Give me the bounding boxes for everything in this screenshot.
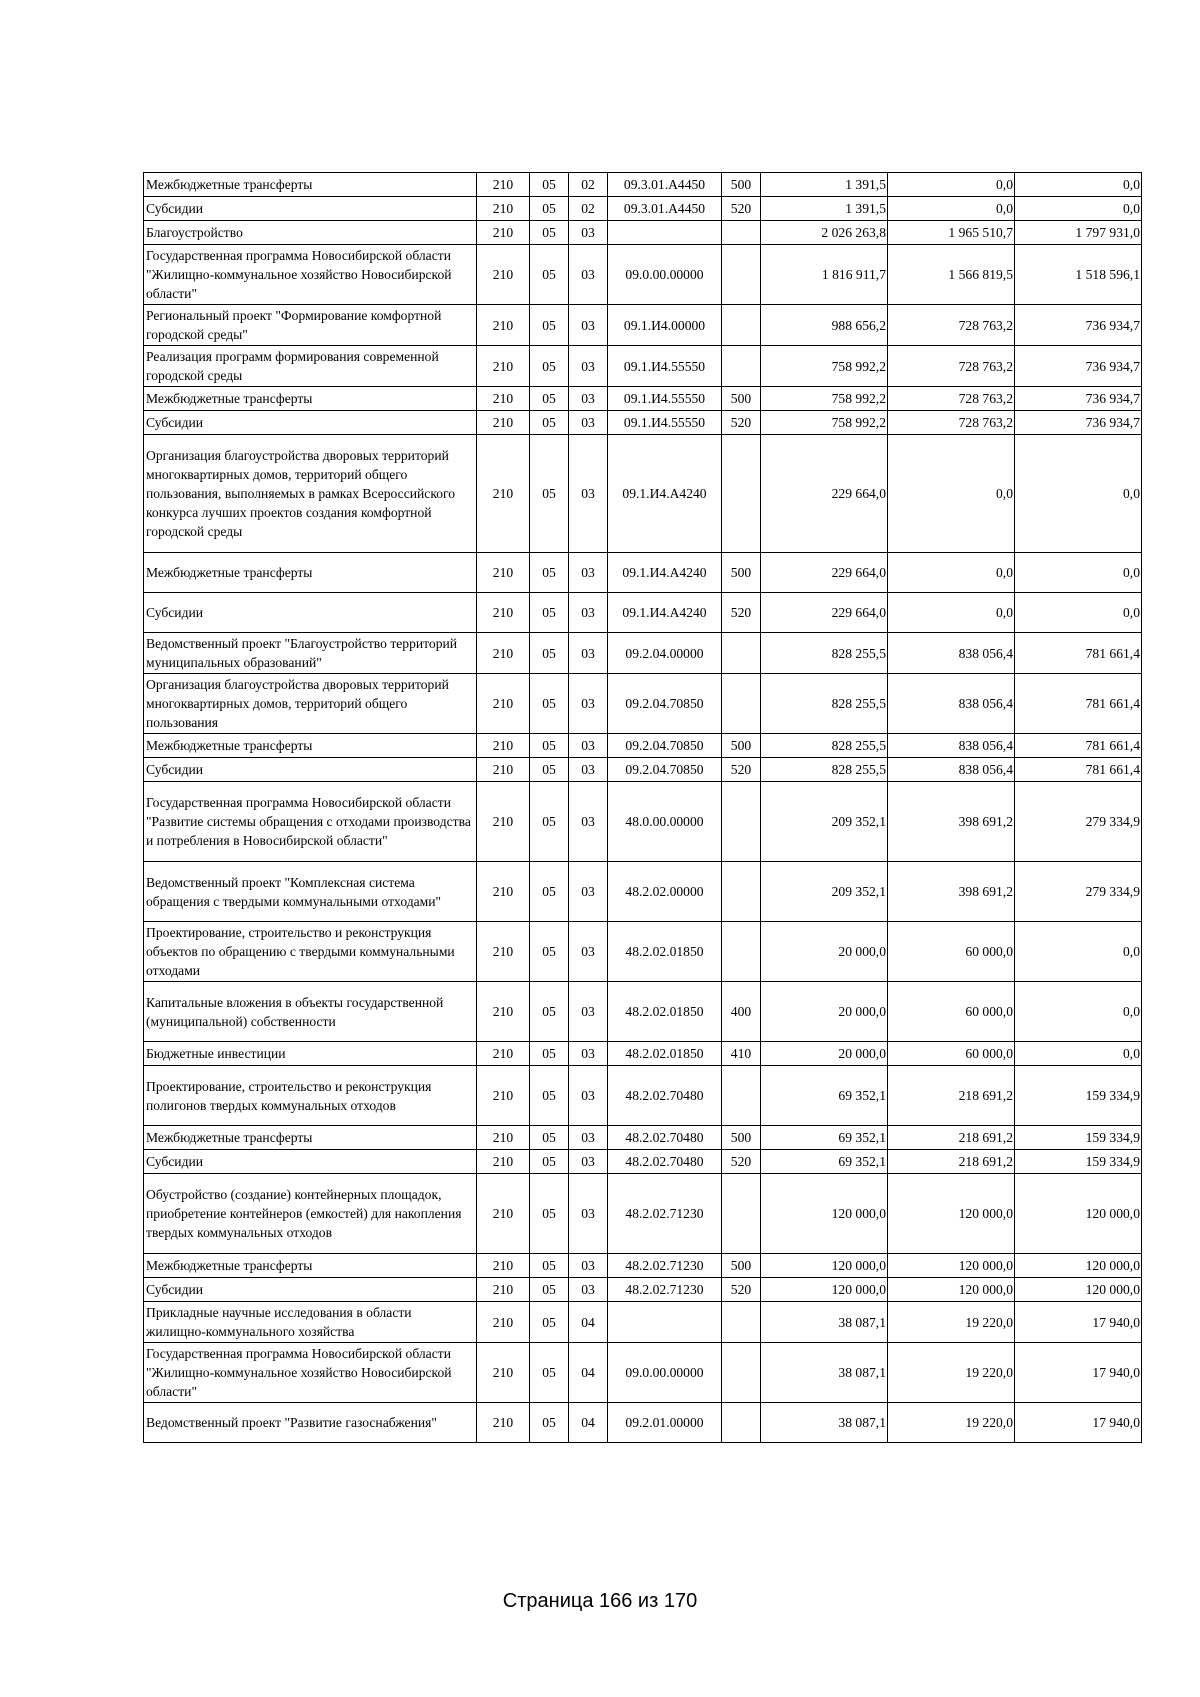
cell-code-vr: 520 [722,1150,761,1174]
cell-amount-2: 218 691,2 [888,1066,1015,1126]
cell-code-csr: 09.2.04.00000 [608,633,722,674]
cell-code-csr: 09.1.И4.A4240 [608,593,722,633]
table-row [144,782,1142,862]
cell-code-vr: 520 [722,197,761,221]
cell-amount-1: 1 816 911,7 [761,245,888,305]
cell-code-csr: 09.1.И4.55550 [608,411,722,435]
cell-code-vr: 500 [722,173,761,197]
cell-amount-3: 736 934,7 [1015,387,1142,411]
cell-amount-1: 1 391,5 [761,173,888,197]
cell-code-glava: 210 [477,758,530,782]
cell-code-vr [722,922,761,982]
table-row [144,1254,1142,1278]
cell-name: Благоустройство [144,221,477,245]
cell-amount-3: 17 940,0 [1015,1343,1142,1403]
cell-name: Проектирование, строительство и реконструкция объектов по обращению с твердыми коммунальными отходами [144,922,477,982]
table-row [144,1150,1142,1174]
table-row [144,1302,1142,1343]
cell-amount-2: 1 566 819,5 [888,245,1015,305]
cell-amount-3: 736 934,7 [1015,346,1142,387]
cell-amount-2: 728 763,2 [888,305,1015,346]
cell-code-vr [722,862,761,922]
cell-code-podrazdel: 03 [569,922,608,982]
cell-amount-2: 728 763,2 [888,411,1015,435]
table-row [144,1126,1142,1150]
cell-code-vr: 500 [722,1126,761,1150]
cell-code-razdel: 05 [530,1066,569,1126]
cell-amount-3: 120 000,0 [1015,1254,1142,1278]
cell-code-csr: 09.1.И4.55550 [608,346,722,387]
table-row [144,346,1142,387]
cell-code-razdel: 05 [530,1403,569,1443]
table-row [144,862,1142,922]
cell-code-podrazdel: 02 [569,173,608,197]
cell-code-vr: 520 [722,411,761,435]
cell-code-glava: 210 [477,862,530,922]
cell-code-csr: 48.2.02.71230 [608,1254,722,1278]
cell-name: Межбюджетные трансферты [144,387,477,411]
cell-code-podrazdel: 03 [569,674,608,734]
cell-code-glava: 210 [477,1254,530,1278]
cell-code-glava: 210 [477,411,530,435]
cell-name: Обустройство (создание) контейнерных площадок, приобретение контейнеров (емкостей) для накопления твердых коммунальных отходов [144,1174,477,1254]
cell-code-csr: 48.2.02.01850 [608,982,722,1042]
table-row [144,1278,1142,1302]
cell-code-podrazdel: 03 [569,593,608,633]
cell-code-csr: 09.0.00.00000 [608,1343,722,1403]
cell-code-csr: 09.3.01.A4450 [608,197,722,221]
budget-table [143,172,1142,1443]
cell-code-vr [722,435,761,553]
cell-code-podrazdel: 03 [569,1150,608,1174]
cell-code-vr: 400 [722,982,761,1042]
cell-name: Субсидии [144,411,477,435]
cell-code-vr: 500 [722,553,761,593]
cell-code-vr: 410 [722,1042,761,1066]
cell-code-razdel: 05 [530,245,569,305]
cell-code-vr: 500 [722,387,761,411]
cell-code-glava: 210 [477,734,530,758]
cell-code-razdel: 05 [530,411,569,435]
cell-code-razdel: 05 [530,1254,569,1278]
page-number: Страница 166 из 170 [502,1590,698,1612]
cell-code-vr [722,633,761,674]
cell-code-csr: 48.2.02.70480 [608,1150,722,1174]
cell-amount-2: 838 056,4 [888,674,1015,734]
cell-code-podrazdel: 03 [569,734,608,758]
cell-amount-1: 69 352,1 [761,1150,888,1174]
cell-amount-1: 38 087,1 [761,1343,888,1403]
cell-amount-2: 728 763,2 [888,387,1015,411]
cell-amount-3: 17 940,0 [1015,1302,1142,1343]
cell-code-vr [722,1302,761,1343]
cell-code-razdel: 05 [530,305,569,346]
cell-code-podrazdel: 03 [569,346,608,387]
cell-amount-3: 1 797 931,0 [1015,221,1142,245]
cell-code-csr: 09.1.И4.A4240 [608,435,722,553]
cell-code-podrazdel: 03 [569,1254,608,1278]
cell-code-vr: 500 [722,734,761,758]
cell-amount-1: 828 255,5 [761,633,888,674]
cell-amount-3: 781 661,4 [1015,758,1142,782]
cell-amount-1: 38 087,1 [761,1302,888,1343]
cell-amount-2: 60 000,0 [888,922,1015,982]
cell-amount-1: 209 352,1 [761,862,888,922]
cell-code-vr [722,674,761,734]
cell-code-csr: 09.2.04.70850 [608,758,722,782]
cell-code-razdel: 05 [530,197,569,221]
table-row [144,982,1142,1042]
cell-code-glava: 210 [477,245,530,305]
cell-code-podrazdel: 04 [569,1403,608,1443]
cell-amount-1: 229 664,0 [761,593,888,633]
cell-code-razdel: 05 [530,1302,569,1343]
cell-code-razdel: 05 [530,221,569,245]
cell-code-csr: 48.2.02.71230 [608,1174,722,1254]
cell-code-razdel: 05 [530,1174,569,1254]
cell-amount-3: 159 334,9 [1015,1126,1142,1150]
cell-code-csr [608,1302,722,1343]
cell-amount-2: 1 965 510,7 [888,221,1015,245]
cell-amount-3: 120 000,0 [1015,1278,1142,1302]
cell-code-razdel: 05 [530,633,569,674]
cell-amount-1: 988 656,2 [761,305,888,346]
cell-code-vr [722,1066,761,1126]
cell-code-razdel: 05 [530,387,569,411]
cell-code-glava: 210 [477,346,530,387]
table-row [144,553,1142,593]
cell-amount-2: 218 691,2 [888,1150,1015,1174]
cell-code-glava: 210 [477,305,530,346]
cell-code-glava: 210 [477,553,530,593]
cell-name: Ведомственный проект "Развитие газоснабжения" [144,1403,477,1443]
cell-code-glava: 210 [477,1126,530,1150]
cell-code-glava: 210 [477,982,530,1042]
table-row [144,387,1142,411]
cell-amount-2: 0,0 [888,435,1015,553]
cell-amount-1: 828 255,5 [761,758,888,782]
cell-code-razdel: 05 [530,862,569,922]
cell-amount-3: 0,0 [1015,922,1142,982]
cell-code-csr: 48.2.02.70480 [608,1126,722,1150]
cell-code-vr [722,782,761,862]
cell-code-razdel: 05 [530,1278,569,1302]
cell-name: Капитальные вложения в объекты государственной (муниципальной) собственности [144,982,477,1042]
cell-code-razdel: 05 [530,593,569,633]
cell-amount-3: 120 000,0 [1015,1174,1142,1254]
cell-code-podrazdel: 03 [569,221,608,245]
cell-code-vr [722,221,761,245]
cell-code-glava: 210 [477,633,530,674]
cell-name: Региональный проект "Формирование комфортной городской среды" [144,305,477,346]
cell-code-glava: 210 [477,1302,530,1343]
cell-amount-3: 0,0 [1015,982,1142,1042]
cell-amount-2: 838 056,4 [888,633,1015,674]
cell-code-podrazdel: 04 [569,1343,608,1403]
cell-code-podrazdel: 02 [569,197,608,221]
cell-amount-2: 398 691,2 [888,862,1015,922]
cell-amount-3: 736 934,7 [1015,305,1142,346]
cell-code-csr: 09.0.00.00000 [608,245,722,305]
cell-amount-1: 69 352,1 [761,1066,888,1126]
table-row [144,1343,1142,1403]
cell-code-glava: 210 [477,593,530,633]
cell-code-razdel: 05 [530,1042,569,1066]
cell-amount-2: 0,0 [888,593,1015,633]
cell-name: Межбюджетные трансферты [144,553,477,593]
cell-code-glava: 210 [477,1403,530,1443]
cell-amount-3: 159 334,9 [1015,1150,1142,1174]
cell-amount-1: 229 664,0 [761,553,888,593]
cell-code-razdel: 05 [530,922,569,982]
cell-code-razdel: 05 [530,1126,569,1150]
cell-code-csr: 48.2.02.70480 [608,1066,722,1126]
cell-code-glava: 210 [477,1174,530,1254]
cell-code-podrazdel: 03 [569,1174,608,1254]
cell-code-vr [722,1174,761,1254]
cell-name: Организация благоустройства дворовых территорий многоквартирных домов, территорий общего пользования, выполняемых в рамках Всероссийского конкурса лучших проектов создания комфортной городской среды [144,435,477,553]
cell-amount-1: 758 992,2 [761,387,888,411]
cell-amount-2: 19 220,0 [888,1343,1015,1403]
cell-code-podrazdel: 03 [569,1278,608,1302]
cell-code-podrazdel: 04 [569,1302,608,1343]
cell-name: Межбюджетные трансферты [144,1254,477,1278]
cell-code-podrazdel: 03 [569,553,608,593]
cell-name: Ведомственный проект "Благоустройство территорий муниципальных образований" [144,633,477,674]
cell-code-csr: 48.2.02.01850 [608,922,722,982]
cell-code-csr: 48.2.02.00000 [608,862,722,922]
table-row [144,593,1142,633]
cell-name: Реализация программ формирования современной городской среды [144,346,477,387]
cell-code-podrazdel: 03 [569,245,608,305]
cell-code-glava: 210 [477,1066,530,1126]
cell-code-csr: 48.2.02.71230 [608,1278,722,1302]
cell-name: Проектирование, строительство и реконструкция полигонов твердых коммунальных отходов [144,1066,477,1126]
cell-amount-1: 229 664,0 [761,435,888,553]
cell-code-glava: 210 [477,1343,530,1403]
table-row [144,1066,1142,1126]
cell-amount-3: 1 518 596,1 [1015,245,1142,305]
cell-code-podrazdel: 03 [569,982,608,1042]
cell-amount-3: 17 940,0 [1015,1403,1142,1443]
cell-amount-2: 60 000,0 [888,1042,1015,1066]
cell-amount-1: 758 992,2 [761,346,888,387]
cell-code-csr: 09.2.01.00000 [608,1403,722,1443]
cell-amount-1: 69 352,1 [761,1126,888,1150]
cell-code-csr: 09.1.И4.55550 [608,387,722,411]
cell-code-csr: 09.1.И4.00000 [608,305,722,346]
cell-code-glava: 210 [477,173,530,197]
cell-code-razdel: 05 [530,758,569,782]
cell-amount-3: 781 661,4 [1015,674,1142,734]
table-body [144,173,1142,1443]
cell-code-razdel: 05 [530,734,569,758]
table-row [144,1042,1142,1066]
cell-name: Субсидии [144,758,477,782]
cell-name: Межбюджетные трансферты [144,1126,477,1150]
table-row [144,1174,1142,1254]
cell-amount-1: 120 000,0 [761,1174,888,1254]
cell-amount-1: 120 000,0 [761,1254,888,1278]
cell-amount-1: 20 000,0 [761,922,888,982]
cell-code-glava: 210 [477,1042,530,1066]
cell-code-podrazdel: 03 [569,411,608,435]
cell-code-podrazdel: 03 [569,633,608,674]
cell-amount-2: 838 056,4 [888,758,1015,782]
table-row [144,411,1142,435]
cell-amount-3: 736 934,7 [1015,411,1142,435]
cell-code-podrazdel: 03 [569,1042,608,1066]
cell-amount-2: 838 056,4 [888,734,1015,758]
cell-code-vr: 520 [722,758,761,782]
cell-amount-3: 781 661,4 [1015,734,1142,758]
cell-amount-2: 218 691,2 [888,1126,1015,1150]
cell-amount-2: 398 691,2 [888,782,1015,862]
table-row [144,633,1142,674]
cell-code-csr: 09.3.01.A4450 [608,173,722,197]
cell-code-razdel: 05 [530,782,569,862]
cell-code-podrazdel: 03 [569,862,608,922]
cell-name: Субсидии [144,1278,477,1302]
cell-name: Ведомственный проект "Комплексная система обращения с твердыми коммунальными отходами" [144,862,477,922]
table-row [144,674,1142,734]
cell-amount-1: 38 087,1 [761,1403,888,1443]
cell-code-razdel: 05 [530,1150,569,1174]
cell-code-csr: 09.2.04.70850 [608,674,722,734]
cell-name: Государственная программа Новосибирской области "Жилищно-коммунальное хозяйство Новосибирской области" [144,245,477,305]
cell-name: Субсидии [144,197,477,221]
cell-amount-1: 209 352,1 [761,782,888,862]
cell-amount-2: 0,0 [888,197,1015,221]
table-row [144,734,1142,758]
cell-code-glava: 210 [477,922,530,982]
cell-amount-1: 828 255,5 [761,674,888,734]
cell-amount-2: 120 000,0 [888,1174,1015,1254]
cell-code-vr: 500 [722,1254,761,1278]
cell-code-glava: 210 [477,674,530,734]
cell-name: Субсидии [144,593,477,633]
table-row [144,197,1142,221]
cell-code-glava: 210 [477,1278,530,1302]
cell-code-csr [608,221,722,245]
cell-name: Государственная программа Новосибирской области "Развитие системы обращения с отходами производства и потребления в Новосибирской области" [144,782,477,862]
cell-amount-1: 1 391,5 [761,197,888,221]
cell-code-glava: 210 [477,782,530,862]
cell-amount-1: 828 255,5 [761,734,888,758]
cell-code-podrazdel: 03 [569,758,608,782]
cell-code-csr: 09.1.И4.A4240 [608,553,722,593]
cell-code-razdel: 05 [530,435,569,553]
table-row [144,245,1142,305]
cell-code-csr: 48.0.00.00000 [608,782,722,862]
cell-name: Субсидии [144,1150,477,1174]
cell-code-razdel: 05 [530,173,569,197]
table-row [144,173,1142,197]
cell-amount-1: 2 026 263,8 [761,221,888,245]
table-row [144,1403,1142,1443]
cell-amount-1: 120 000,0 [761,1278,888,1302]
cell-amount-2: 120 000,0 [888,1278,1015,1302]
cell-code-glava: 210 [477,387,530,411]
cell-amount-1: 20 000,0 [761,1042,888,1066]
cell-code-razdel: 05 [530,982,569,1042]
cell-amount-2: 728 763,2 [888,346,1015,387]
cell-code-csr: 48.2.02.01850 [608,1042,722,1066]
cell-amount-3: 0,0 [1015,173,1142,197]
table-row [144,221,1142,245]
cell-amount-3: 781 661,4 [1015,633,1142,674]
table-row [144,435,1142,553]
cell-code-podrazdel: 03 [569,435,608,553]
cell-amount-2: 0,0 [888,553,1015,593]
cell-code-razdel: 05 [530,1343,569,1403]
table-row [144,922,1142,982]
cell-code-vr: 520 [722,1278,761,1302]
cell-name: Прикладные научные исследования в области жилищно-коммунального хозяйства [144,1302,477,1343]
cell-code-glava: 210 [477,221,530,245]
cell-code-razdel: 05 [530,674,569,734]
table-row [144,758,1142,782]
cell-name: Организация благоустройства дворовых территорий многоквартирных домов, территорий общего пользования [144,674,477,734]
cell-code-vr [722,1403,761,1443]
cell-code-podrazdel: 03 [569,782,608,862]
cell-amount-2: 19 220,0 [888,1403,1015,1443]
cell-amount-3: 0,0 [1015,1042,1142,1066]
cell-code-podrazdel: 03 [569,1126,608,1150]
cell-code-vr: 520 [722,593,761,633]
cell-code-razdel: 05 [530,346,569,387]
cell-code-vr [722,245,761,305]
cell-code-podrazdel: 03 [569,387,608,411]
cell-amount-1: 758 992,2 [761,411,888,435]
cell-amount-2: 60 000,0 [888,982,1015,1042]
cell-amount-3: 0,0 [1015,553,1142,593]
cell-code-vr [722,305,761,346]
cell-name: Межбюджетные трансферты [144,734,477,758]
cell-amount-3: 0,0 [1015,593,1142,633]
cell-code-glava: 210 [477,1150,530,1174]
cell-name: Межбюджетные трансферты [144,173,477,197]
cell-amount-1: 20 000,0 [761,982,888,1042]
cell-amount-2: 19 220,0 [888,1302,1015,1343]
cell-code-podrazdel: 03 [569,1066,608,1126]
cell-amount-3: 279 334,9 [1015,862,1142,922]
cell-amount-3: 159 334,9 [1015,1066,1142,1126]
cell-code-podrazdel: 03 [569,305,608,346]
cell-amount-3: 0,0 [1015,197,1142,221]
cell-code-vr [722,1343,761,1403]
cell-name: Государственная программа Новосибирской области "Жилищно-коммунальное хозяйство Новосибирской области" [144,1343,477,1403]
cell-code-vr [722,346,761,387]
cell-code-glava: 210 [477,197,530,221]
cell-amount-3: 279 334,9 [1015,782,1142,862]
cell-amount-2: 120 000,0 [888,1254,1015,1278]
cell-code-razdel: 05 [530,553,569,593]
cell-amount-3: 0,0 [1015,435,1142,553]
cell-name: Бюджетные инвестиции [144,1042,477,1066]
cell-amount-2: 0,0 [888,173,1015,197]
cell-code-csr: 09.2.04.70850 [608,734,722,758]
table-row [144,305,1142,346]
cell-code-glava: 210 [477,435,530,553]
